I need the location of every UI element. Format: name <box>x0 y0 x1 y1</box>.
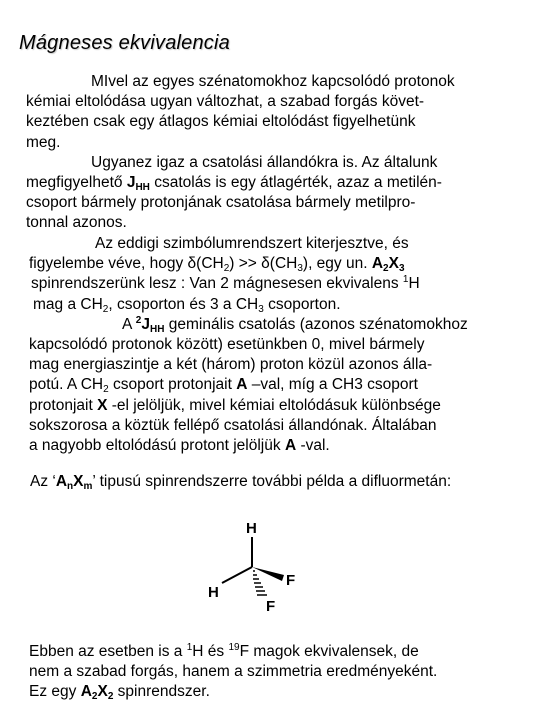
subscript: HH <box>149 323 165 335</box>
text-line: tonnal azonos. <box>26 214 127 232</box>
text-run: megfigyelhető <box>26 174 127 192</box>
text-line: Ugyanez igaz a csatolási állandókra is. Az általunk <box>91 153 438 171</box>
text-run: A <box>122 315 136 333</box>
text-run: , csoporton és 3 a CH <box>108 295 259 313</box>
difluoromethane-structure <box>180 505 320 620</box>
text-run: csatolás is egy átlagérték, azaz a metilén- <box>149 174 442 192</box>
text-run: figyelembe véve, hogy δ(CH <box>29 255 224 273</box>
text-run: H <box>408 275 420 293</box>
text-run: csoporton. <box>263 295 341 313</box>
text-run: -val. <box>296 437 330 455</box>
text-run: mag a CH <box>33 295 103 313</box>
spin-label-a: A <box>55 473 68 490</box>
paragraph-conclusion <box>29 642 437 703</box>
text-run: potú. A CH <box>29 376 104 394</box>
text-line: MIvel az egyes szénatomokhoz kapcsolódó protonok <box>91 73 455 90</box>
superscript: 1 <box>186 642 193 653</box>
page-title: Mágneses ekvivalencia <box>19 32 230 54</box>
text-run: geminális csatolás (azonos szénatomokhoz <box>164 315 468 333</box>
text-run: csoport protonjait <box>108 376 237 394</box>
superscript: 19 <box>228 642 240 653</box>
text-run: F magok ekvivalensek, de <box>239 643 419 660</box>
text-run: a nagyobb eltolódású protont jelöljük <box>29 437 285 455</box>
text-line: sokszorosa a köztük fellépő csatolási állandónak. Általában <box>29 416 437 434</box>
text-line <box>30 472 451 492</box>
subscript: HH <box>135 182 150 194</box>
text-run: spinrendszerünk lesz : Van 2 mágnesesen ekvivalens <box>31 275 403 293</box>
text-run: -el jelöljük, mivel kémiai eltolódásuk különbsége <box>107 396 441 414</box>
coupling-symbol: J <box>126 174 136 192</box>
text-line: Az eddigi szimbólumrendszert kiterjesztve, és <box>95 235 409 252</box>
text-line: kapcsolódó protonok között) esetünkben 0, mivel bármely <box>29 336 425 354</box>
subscript: 3 <box>258 303 264 315</box>
atom-h-left: H <box>208 584 219 601</box>
superscript: 2 <box>135 314 142 326</box>
text-run: Ez egy <box>29 683 81 701</box>
spin-label-a: A <box>80 683 92 701</box>
text-line <box>26 173 455 193</box>
text-line: meg. <box>26 133 61 151</box>
text-line <box>29 682 437 702</box>
spin-label-a: A <box>284 437 297 455</box>
hashed-bond-down <box>253 571 267 595</box>
text-line <box>29 642 437 662</box>
text-line <box>29 274 468 294</box>
paragraph-averaging <box>26 72 455 234</box>
text-line <box>29 315 468 335</box>
coupling-symbol: J <box>141 315 150 333</box>
subscript: 2 <box>383 263 389 275</box>
text-line: keztében csak egy átlagos kémiai eltolódást figyelhetünk <box>26 113 416 131</box>
subscript: 3 <box>398 263 405 275</box>
spin-label-a: A <box>236 376 248 394</box>
paragraph-example-intro <box>30 472 451 492</box>
subscript: m <box>83 481 93 492</box>
spin-label-x: X <box>73 473 84 490</box>
subscript: n <box>67 481 74 492</box>
text-run: spinrendszer. <box>113 683 210 701</box>
atom-f-bottom: F <box>266 598 276 615</box>
text-run: H és <box>192 643 229 660</box>
paragraph-spin-system <box>29 234 468 456</box>
subscript: 2 <box>103 384 109 396</box>
spin-label-x: X <box>388 255 399 273</box>
subscript: 2 <box>91 691 98 703</box>
text-line <box>29 254 468 274</box>
text-run: ), egy un. <box>302 255 372 273</box>
bond-left <box>222 567 252 583</box>
superscript: 1 <box>402 274 409 286</box>
spin-label-x: X <box>97 396 108 414</box>
text-line: kémiai eltolódása ugyan változhat, a szabad forgás követ- <box>26 93 425 111</box>
spin-label-a: A <box>371 255 384 273</box>
subscript: 2 <box>107 691 114 703</box>
text-run: ’ tipusú spinrendszerre további példa a difluormetán: <box>92 473 452 490</box>
text-line: csoport bármely protonjának csatolása bármely metilpro- <box>26 194 416 212</box>
atom-f-right: F <box>286 572 296 589</box>
subscript: 2 <box>102 303 109 315</box>
text-run: ) >> δ(CH <box>229 255 298 273</box>
text-line: mag energiaszintje a két (három) proton közül azonos álla- <box>29 356 433 374</box>
text-run: protonjait <box>29 396 98 414</box>
text-run: Az ‘ <box>30 473 56 490</box>
text-line <box>29 295 468 315</box>
text-line: nem a szabad forgás, hanem a szimmetria eredményeként. <box>29 663 438 681</box>
subscript: 3 <box>297 263 303 275</box>
subscript: 2 <box>223 263 230 275</box>
atom-h-top: H <box>246 520 257 537</box>
text-run: –val, míg a CH3 csoport <box>247 376 418 394</box>
text-line <box>29 396 468 416</box>
spin-label-x: X <box>97 683 108 701</box>
text-run: Ebben az esetben is a <box>29 643 187 660</box>
text-line <box>29 436 468 456</box>
text-line <box>29 375 468 395</box>
